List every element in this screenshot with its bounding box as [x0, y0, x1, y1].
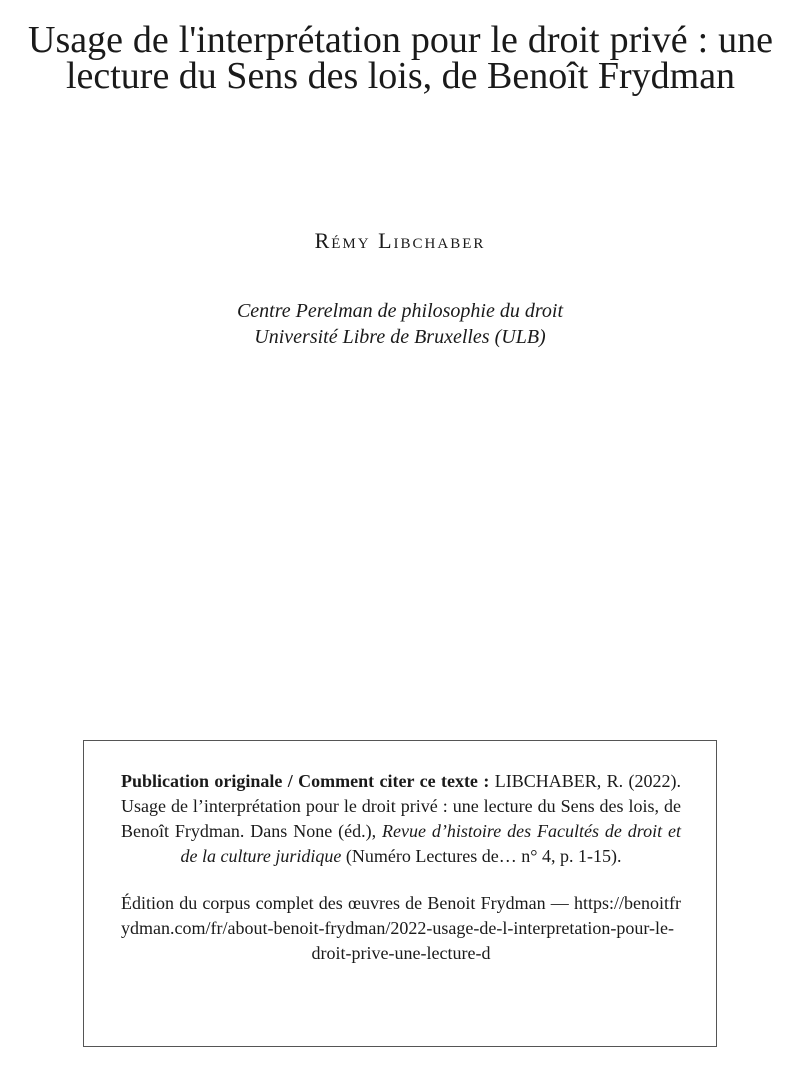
citation-reference-text: LIBCHABER, R. (2022). Usage de l’interprétation pour le droit privé : une lecture du Sens des lois, de Benoît Frydman. Dans None (éd.), — [121, 771, 682, 841]
citation-content — [121, 769, 681, 966]
journal-title: Revue d’histoire des Facultés de droit et de la culture juridique — [180, 821, 681, 866]
corpus-edition-text: Édition du corpus complet des œuvres de Benoit Frydman — — [121, 893, 569, 913]
author-affiliation — [0, 298, 800, 350]
affiliation-line-1: Centre Perelman de philosophie du droit — [236, 300, 564, 322]
citation-box — [83, 740, 717, 1047]
citation-label: Publication originale / Comment citer ce texte : — [121, 771, 490, 791]
affiliation-line-2: Université Libre de Bruxelles (ULB) — [254, 326, 546, 348]
citation-issue: (Numéro Lectures de… n° 4, p. 1-15). — [345, 846, 622, 866]
citation-reference — [121, 769, 681, 869]
corpus-edition-note — [121, 891, 681, 966]
source-url-link[interactable]: https://benoitfrydman.com/fr/about-benoit-frydman/2022-usage-de-l-interpretation-pour-le-droit-prive-une-lecture-d — [121, 893, 682, 963]
author-name: Rémy Libchaber — [314, 228, 486, 253]
document-title: Usage de l'interprétation pour le droit privé : une lecture du Sens des lois, de Benoît Frydman — [28, 19, 773, 97]
